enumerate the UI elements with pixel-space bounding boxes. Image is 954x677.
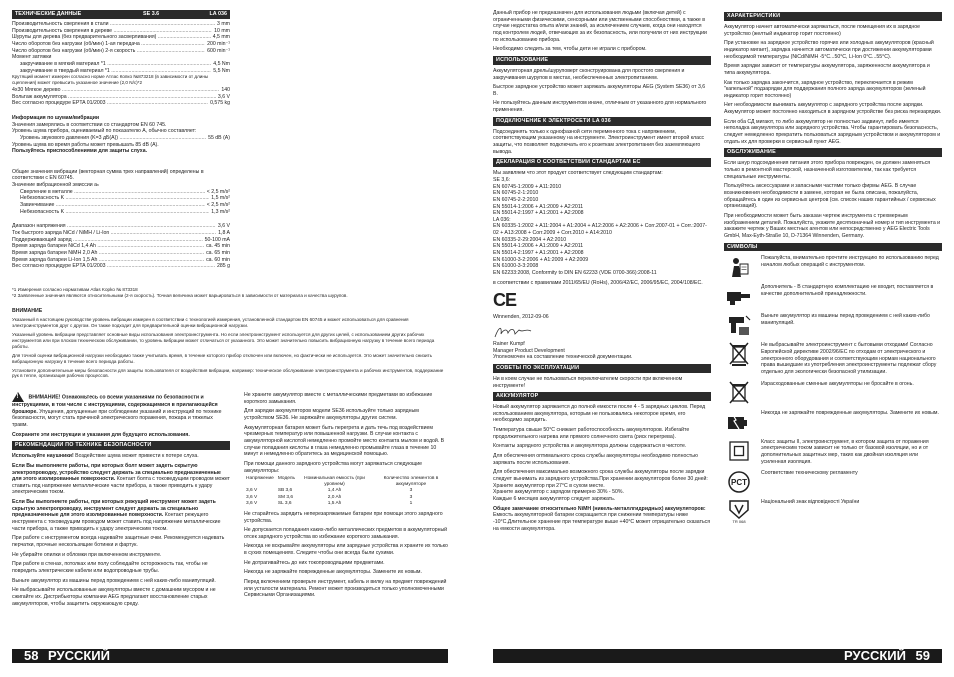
acc-p3: Контакты зарядного устройства и аккумулятора должны содержаться в чистоте. — [493, 443, 687, 450]
symbol-row — [724, 284, 942, 308]
acc-p1: Новый аккумулятор заряжается до полной емкости после 4 - 5 зарядных циклов. Перед использованием аккумулятора, которым не пользовались некоторое время, его необходимо зарядить. — [493, 404, 706, 424]
left-footnotes — [12, 287, 448, 382]
ec-standard-item: EN 55014-2:1997 + A1:2001 + A2:2008 — [493, 210, 584, 217]
table-cell: SM 3,6 — [277, 494, 294, 500]
safety-header: РЕКОМЕНДАЦИИ ПО ТЕХНИКЕ БЕЗОПАСНОСТИ — [12, 441, 230, 450]
ukraine-mark-icon — [724, 499, 754, 523]
safety-p8: Не выбрасывайте использованные аккумуляторы вместе с домашним мусором и не сжигайте их. Дистрибьюторы компании AEG предлагают восстановление старых аккумуляторов, чтобы защитить окружающую среду. — [12, 587, 216, 607]
ec-standard-item: EN 60745-2-1:2010 — [493, 190, 539, 197]
ec-standard-item: EN 55014-2:1997 + A1:2001 + A2:2008 — [493, 250, 584, 257]
symbol-text: Національний знак відповідності України — [761, 499, 860, 506]
symbol-row — [724, 439, 942, 466]
symbol-row — [724, 381, 942, 405]
ec-p2: в соответствии с правилами 2011/65/EU (RoHs), 2006/42/EC, 2006/95/EC, 2004/108/EC. — [493, 279, 703, 286]
table-cell: 3 — [409, 494, 413, 500]
symbol-row — [724, 342, 942, 375]
attention-title: ВНИМАНИЕ — [12, 307, 43, 314]
elec-p1: Подсоединять только к однофазной сети переменного тока с напряжением, соответствующим указанному на инструменте. Электроинструмент имеет второй класс защиты, что позволяет подключать его к розеткам электропитания без заземляющего вывода. — [493, 128, 705, 155]
right-column-2 — [724, 10, 942, 528]
mid-p3: Аккумуляторная батарея может быть перегрета и дать течь под воздействием чрезмерных температур или повышенной нагрузки. В случае контакта с аккумуляторной кислотой немедленно промойте место контакта мылом и водой. В случае попадания кислоты в глаза немедленно промывайте глаза в течение 10 минут и немедленно обратитесь за медицинской помощью. — [244, 424, 445, 458]
safety-p5: Не убирайте опилки и обломки при включенном инструменте. — [12, 551, 162, 558]
battery-table — [244, 476, 450, 507]
ec-header: ДЕКЛАРАЦИЯ О СООТВЕТСТВИИ СТАНДАРТАМ ЕС — [493, 158, 711, 167]
torque-label: Момент затяжки — [12, 54, 52, 61]
noise-text-3: Уровень шума во время работы может превышать 85 dB (A). — [12, 141, 159, 148]
spec-rows-2 — [12, 87, 230, 107]
vib-rows-item: Завинчивание ..... < 2,5 m/s² — [20, 202, 230, 209]
battery-bin-icon — [724, 381, 754, 405]
use-p1: Аккумуляторная дрель/шуруповерт сконструирована для простого сверления и закручивания шурупов в местах, необеспеченных электропитанием. — [493, 67, 685, 81]
noise-text-1: Значения замерялись в соответствии со стандартом EN 60 745. — [12, 121, 167, 128]
mid-p4: При помощи данного зарядного устройства могут заряжаться следующие аккумуляторы: — [244, 460, 423, 474]
attention-p3: Для точной оценки вибрационной нагрузки необходимо также учитывать время, в течение которого прибор отключен или включен, но фактически не используется. Это может значительно снизить вибрационную нагрузку в течение всего периода работы. — [12, 352, 433, 364]
torque-rows-item: закручивание в мягкий материал *1 ..... 4,5 Nm — [20, 61, 230, 68]
table-cell: SB 3,6 — [277, 488, 293, 494]
ec-standard-item: EN 55014-1:2006 + A1:2009 + A2:2011 — [493, 203, 584, 210]
left-footer — [12, 649, 448, 663]
ec-standards-list — [493, 177, 711, 277]
right-footer — [493, 649, 942, 663]
left-column-1 — [12, 10, 230, 274]
acc-p7: Храните аккумулятор с зарядом примерно 30% - 50%. — [493, 489, 624, 496]
charger-rows-item: Диапазон напряжения ..... 3,6 V — [12, 223, 230, 230]
ec-place: Winnenden, 2012-09-06 — [493, 314, 549, 321]
spec-rows2-item: 4x30 Мягкое дерево ..... 140 — [12, 87, 230, 94]
svg-text:TR 068: TR 068 — [732, 519, 746, 525]
class-ii-icon — [724, 439, 754, 463]
symbol-row — [724, 470, 942, 494]
vib-rows-item: Небезопасность K ..... 1,3 m/s² — [20, 209, 230, 216]
noise-row: Уровень звукового давления (K=3 дБ(A)) ..... 55 dB (A) — [12, 135, 230, 142]
table-cell: 3,6 V — [246, 488, 258, 494]
acc-p6: Храните аккумулятор при 27°C в сухом месте. — [493, 482, 605, 489]
remove-battery-icon — [724, 313, 754, 337]
accessory-icon — [724, 284, 754, 308]
attention-p1: Указанный в настоящем руководстве уровень вибрации измерен в соответствии с технологией измерения, установленной стандартом EN 60745 и может использоваться для сравнения электроинструментов друг с другом. Он также подходит для предварительной оценки вибрационной нагрузки. — [12, 317, 409, 329]
table-cell: SL 3,6 — [277, 500, 292, 506]
serv-p1: Если шнур подсоединения питания этого прибора поврежден, он должен заменяться только в ремонтной мастерской, назначенной изготовителем, так как требуется специальные инструменты. — [724, 160, 931, 180]
spec-rows2-item: Вольтаж аккумулятора ..... 3,6 V — [12, 94, 230, 101]
symbol-text: Соответствие техническому регламенту — [761, 470, 858, 477]
charger-rows-item: Время заряда батареи NiCd 1,4 Ah ..... ca. 45 min — [12, 243, 230, 250]
use-p3: Не пользуйтесь данным инструментом иначе, отличным от указанного для нормального применения. — [493, 100, 707, 114]
acc-p4: Для обеспечения оптимального срока службы аккумуляторы необходимо полностью заряжать после использования. — [493, 453, 698, 466]
charger-rows-item: Поддерживающий заряд ..... 50-100 mA — [12, 237, 230, 244]
noise-text-2: Уровень шума прибора, оцениваемый по показателю А, обычно составляет: — [12, 128, 197, 135]
symbol-text: Класс защиты II, электроинструмент, в котором защита от поражения электрическим током зависит не только от базовой изоляции, но и от дополнительных защитных мер, таких как двойная изоляция или усиленная изоляция. — [761, 438, 929, 465]
table-row — [244, 501, 450, 507]
serv-header: ОБСЛУЖИВАНИЕ — [724, 148, 942, 157]
ec-standard-item: LA 036: — [493, 216, 511, 223]
battery-table-header: Напряжение — [246, 476, 274, 482]
spec-rows-item: Число оборотов без нагрузки (об/мин) 2-я скорость ..... 600 min⁻¹ — [12, 48, 230, 55]
table-cell: 3,6 V — [246, 500, 258, 506]
left-column-1-bottom: ! ВНИМАНИЕ! Ознакомьтесь со всеми указаниями по безопасности и инструкциями, в том числе с инструкциями, содержащимися в прилагающейся брошюре. Упущения, допущенные при соблюдении указаний и инструкций по технике безопасности, могут стать причиной электрического поражения, пожара и тяжелых травм. Сохраните эти инструкции и указания для будущего использования. РЕКОМЕНДАЦИИ ПО ТЕХНИКЕ БЕЗОПАСНОСТИ Используйте наушники! Воздействие шума может привести к потере слуха. Если Вы выполняете работы, при которых болт может задеть скрытую электропроводку, устройство следует держать за специально предназначенные для этого изолированные поверхности. Контакт болта с токоведущим проводом может ставить под напряжение металлические части прибора, а также приводить к удару электрическим током. Если Вы выполняете работы, при которых режущий инструмент может задеть скрытую электропроводку, инструмент следует держать за специально предназначенные для этого изолированные поверхности. Контакт режущего инструмента с токоведущим проводом может ставить под напряжение металлические части прибора, а также приводить к удару электрическим током. При работе с инструментом всегда надевайте защитные очки. Рекомендуется надевать перчатки, прочные нескользящие ботинки и фартук. Не убирайте опилки и обломки при включенном инструменте. При работе в стенах, потолках или полу соблюдайте осторожность так, чтобы не повредить электрические кабели или водопроводные трубы. Выньте аккумулятор из машины перед проведением с ней каких-либо манипуляций. Не выбрасывайте использованные аккумуляторы вместе с домашним мусором и не сжигайте их. Дистрибьюторы компании AEG предлагают восстановление старых аккумуляторов, чтобы защитить окружающую среду. — [12, 392, 230, 610]
attention-p2: Указанный уровень вибрации представляет основные виды использования электроинструмента. Но если электроинструмент используется для других целей, с использованием других рабочих инструментов или при плохом техническом обслуживании, то уровень вибрации может отличаться от указанного. Это может значительно повысить вибрационную нагрузку в течение всего периода работы. — [12, 332, 435, 349]
symbol-text: Пожалуйста, внимательно прочтите инструкцию по использованию перед началом любых операций с инструментом. — [761, 255, 939, 269]
mid-p8: Не дотрагивайтесь до них токопроводящими предметами. — [244, 559, 385, 566]
manual-reading-icon — [724, 255, 754, 279]
use-p2: Быстрое зарядное устройство может заряжать аккумуляторы AEG (System SE36) от 3,6 В. — [493, 84, 706, 97]
spec-rows-item: Производительность сверления в дереве ..... 10 mm — [12, 28, 230, 35]
tips-header: СОВЕТЫ ПО ЭКСПЛУАТАЦИИ — [493, 364, 711, 373]
svg-text:PCT: PCT — [731, 478, 747, 488]
symbol-text: Никогда не заряжайте поврежденные аккумуляторы. Замените их новым. — [761, 409, 939, 416]
use-header: ИСПОЛЬЗОВАНИЕ — [493, 56, 711, 65]
vib-rows — [12, 189, 230, 216]
safety-p7: Выньте аккумулятор из машины перед проведением с ней каких-либо манипуляций. — [12, 577, 216, 584]
ce-mark-icon: CE — [493, 290, 517, 311]
footnote-1: *1 Измерения согласно нормативам Atlas Kopko № 873318 — [12, 287, 138, 292]
warning-block: ! ВНИМАНИЕ! Ознакомьтесь со всеми указаниями по безопасности и инструкциями, в том числе с инструкциями, содержащимися в прилагающейся брошюре. Упущения, допущенные при соблюдении указаний и инструкций по технике безопасности, могут стать причиной электрического поражения, пожара и тяжелых травм. — [12, 392, 230, 429]
safety-p6: При работе в стенах, потолках или полу соблюдайте осторожность так, чтобы не повредить электрические кабели или водопроводные трубы. — [12, 561, 208, 575]
charger-rows — [12, 223, 230, 270]
table-cell: 3,6 V — [246, 494, 258, 500]
right-footer-label: РУССКИЙ — [844, 648, 906, 663]
acc-header: АККУМУЛЯТОР — [493, 392, 711, 401]
ec-standard-item: EN 60745-2-2:2010 — [493, 196, 539, 203]
charger-rows-item: Вес согласно процедуре EPTA 01/2003 ..... 285 g — [12, 263, 230, 270]
table-cell: 3 — [409, 488, 413, 494]
tips-p1: Ни в коем случае не пользоваться переключателем скорости при включенном инструменте! — [493, 375, 683, 389]
intro-text: Данный прибор не предназначен для использования людьми (включая детей) с ограниченными физическими, сенсорными или умственными способностями, а также в случае недостатка опыта и/или знаний, за исключением случаев, когда они находятся под контролем людей, отвечающих за их безопасность, или получили от них инструкции по использованию прибора. — [493, 10, 707, 43]
table-cell: 1,4 Ah — [327, 488, 342, 494]
mid-p2: Для зарядки аккумуляторов модели SE36 используйте только зарядным устройством SE36. Не заряжайте аккумуляторы других систем. — [244, 408, 419, 421]
serv-p2: Пользуйтесь аксессуарами и запасными частями только фирмы AEG. В случае возникновения необходимости в замене, которая не была описана, пожалуйста, обращайтесь в один из сервисных центров (см. список наших гарантийных / сервисных организаций). — [724, 183, 936, 210]
vib-text-1: Общие значения вибрации (векторная сумма трех направлений) определены в соответствии с EN 60745. — [12, 168, 204, 182]
serv-p3: При необходимости может быть заказан чертеж инструмента с трехмерным изображением деталей. Пожалуйста, укажите десятизначный номер и тип инструмента и закажите чертеж у Ваших местных агентов или непосредственно у AEG Electric Tools GmbH, Max-Eyth-Straße 10, D-71364 Winnenden, Germany. — [724, 212, 941, 239]
signer-title: Manager Product Development — [493, 347, 565, 354]
vib-text-2: Значение вибрационной эмиссии aₕ — [12, 182, 100, 189]
ec-standard-item: EN 55014-1:2006 + A1:2009 + A2:2011 — [493, 243, 584, 250]
ec-standard-item: EN 60745-1:2009 + A11:2010 — [493, 183, 562, 190]
table-cell: 1 — [409, 500, 413, 506]
torque-note: Крутящий момент измерен согласно норме Атлас Копко №873218 (в зависимости от длины сцепления) может превысить указанное значение (2,0 N/с)*2 — [12, 74, 209, 86]
charger-rows-item: Время заряда батареи Li-Ion 1,5 Ah ..... ca. 60 min — [12, 257, 230, 264]
footnote-2: *2 Заявленные значения являются относительными (2-я скорость). Точная величина может варьироваться в зависимости от материала и качества шурупов. — [12, 292, 348, 298]
ec-standard-item: SE 3,6: — [493, 176, 511, 183]
char-p3: Время зарядки зависит от температуры аккумулятора, заряженности аккумулятора и типа аккумулятора. — [724, 63, 930, 76]
safety-p4: При работе с инструментом всегда надевайте защитные очки. Рекомендуется надевать перчатки, прочные нескользящие ботинки и фартук. — [12, 535, 225, 549]
gost-icon — [724, 470, 754, 494]
spec-rows-item: Число оборотов без нагрузки (об/мин) 1-ая передача ..... 200 min⁻¹ — [12, 41, 230, 48]
left-footer-label: РУССКИЙ — [48, 648, 110, 663]
char-p5: Нет необходимости вынимать аккумулятор с зарядного устройства после зарядки. Аккумулятор может постоянно находиться в зарядном устройстве без риска перезарядки. — [724, 102, 942, 116]
weee-bin-icon — [724, 342, 754, 366]
ec-standard-item: EN 60335-2-29:2004 + A2:2010 — [493, 236, 567, 243]
charger-rows-item: Время заряда батареи NiMH 2,0 Ah ..... ca. 65 min — [12, 250, 230, 257]
spec-rows-item: Производительность сверления в стали ..... 3 mm — [12, 21, 230, 28]
intro-text-2: Необходимо следить за тем, чтобы дети не играли с прибором. — [493, 46, 647, 53]
mid-p1: Не храните аккумулятор вместе с металлическими предметами во избежание короткого замыкания. — [244, 392, 433, 405]
torque-rows — [12, 61, 230, 74]
spec-header: ТЕХНИЧЕСКИЕ ДАННЫЕ SE 3.6 LA 036 — [12, 10, 230, 19]
warning-icon — [12, 392, 24, 402]
spec-rows — [12, 21, 230, 54]
mid-p10: Перед включением проверьте инструмент, кабель и вилку на предмет повреждений или усталости материала. Ремонт может производиться только уполномоченными Сервисными Организациями. — [244, 579, 447, 599]
symbols-list — [724, 255, 942, 523]
elec-header: ПОДКЛЮЧЕНИЕ К ЭЛЕКТРОСЕТИ LA 036 — [493, 117, 711, 126]
mid-p9: Никогда не заряжайте поврежденные аккумуляторы. Замените их новым. — [244, 569, 422, 576]
symbol-text: Дополнитель - В стандартную комплектацию не входит, поставляется в качестве дополнительной принадлежности. — [761, 284, 934, 298]
warning-keep: Сохраните эти инструкции и указания для будущего использования. — [12, 431, 190, 438]
symbol-text: Израсходованные сменные аккумуляторы не бросайте в огонь. — [761, 380, 914, 387]
spec-rows-item: Шурупы для дерева (без предварительного засверливания) ..... 4,5 mm — [12, 34, 230, 41]
char-header: ХАРАКТЕРИСТИКИ — [724, 12, 942, 21]
vib-rows-item: Небезопасность K ..... 1,5 m/s² — [20, 195, 230, 202]
acc-p9-bold: Общее замечание относительно NiMH (никель-металлгидридных) аккумуляторов: — [493, 505, 706, 512]
ec-standard-item: EN 62233:2008, Conformity to DIN EN 62233 (VDE 0700-366):2008-11 — [493, 270, 657, 277]
right-column-1 — [493, 10, 711, 535]
symbol-row — [724, 255, 942, 279]
mid-p5: Не старайтесь зарядить неперезаряжаемые батареи при помощи этого зарядного устройства. — [244, 510, 443, 524]
signer-name: Rainer Kumpf — [493, 341, 525, 348]
attention-p4: Установите дополнительные меры безопасности для защиты пользователя от воздействия вибрации, например: техническое обслуживание электроинструмента и рабочих инструментов, поддержание рук в тепле, организация рабочих процессов. — [12, 367, 444, 379]
sym-header: СИМВОЛЫ — [724, 243, 942, 252]
vib-rows-item: Сверление в металле ..... < 2,5 m/s² — [20, 189, 230, 196]
table-cell: 1,5 Ah — [327, 500, 342, 506]
right-page-number: 59 — [915, 648, 930, 663]
char-p6: Если оба СД мигают, то либо аккумулятор не полностью задвинут, либо имеется неполадка аккумулятора или зарядного устройства. Чтобы гарантировать безопасность, следует немедленно прекратить пользоваться зарядным устройством и аккумулятором и отдать их для проверки в сервисный пункт AEG. — [724, 118, 941, 145]
table-cell: 2,0 Ah — [327, 494, 342, 500]
char-p1: Аккумулятор начнет автоматически заряжаться, после помещения их в зарядное устройство (желтый индикатор горит постоянно) — [724, 23, 921, 37]
signer-note: Уполномочен на составление технической документации. — [493, 354, 633, 361]
left-page-number: 58 — [24, 648, 39, 663]
mid-p7: Никогда не вскрывайте аккумуляторы или зарядные устройства и храните их только в сухих помещениях. Следите чтобы они всегда были сухими. — [244, 543, 448, 557]
symbol-text: Выньте аккумулятор из машины перед проведением с ней каких-либо манипуляций. — [761, 313, 930, 327]
symbol-text: Не выбрасывайте электроинструмент с бытовыми отходами! Согласно Европейской директиве 2002/96/ЕС по отходам от электрического и электронного оборудования и соответствующим нормам национального права вышедшие из употребления электроинструменты подлежат сбору отдельно для экологически безопасной утилизации. — [761, 342, 937, 376]
acc-p2: Температура свыше 50°C снижает работоспособность аккумуляторов. Избегайте продолжительного нагрева или прямого солнечного света (риск перегрева). — [493, 427, 690, 440]
symbol-row — [724, 499, 942, 523]
battery-table-header: Номинальная емкость (при уровнем) — [304, 476, 365, 488]
acc-p5: Для обеспечения максимально возможного срока службы аккумуляторы после зарядки следует вынимать из зарядного устройства.При хранении аккумуляторов более 30 дней: — [493, 469, 708, 483]
battery-table-header: Модель — [277, 476, 296, 482]
torque-rows-item: закручивание в твердый материал *1 ..... 5,5 Nm — [20, 68, 230, 75]
ec-standard-item: EN 61000-3-3:2008 — [493, 263, 539, 270]
signature-icon — [493, 324, 533, 340]
char-p4: Как только зарядка закончится, зарядное устройство, переключается в режим "капельной" подзарядки для поддержания полного заряда аккумуляторов (зеленый индикатор горит постоянно) — [724, 79, 926, 99]
ec-p1: Мы заявляем что этот продукт соответствует следующим стандартам: — [493, 170, 663, 177]
acc-p9: Емкость аккумуляторной батареи сокращается при снижении температуры ниже -10°С.Длительное хранение при температуре выше +40°С может отрицательно сказаться на емкости аккумулятора. — [493, 512, 711, 532]
symbol-row — [724, 410, 942, 434]
noise-bold: Пользуйтесь приспособлениями для защиты слуха. — [12, 148, 148, 155]
noise-title: Информация по шумам/вибрации — [12, 114, 100, 121]
acc-p8: Каждые 6 месяцев аккумулятор следует заряжать. — [493, 496, 616, 503]
char-p2: При установке на зарядное устройство горячих или холодных аккумуляторов (красный индикатор мигает), зарядка начнется автоматически при достижении аккумуляторами необходимой температуры (NiCd/NiMH -5°C...50°C, Li-Ion 0°C...55°C). — [724, 40, 934, 60]
damaged-battery-icon — [724, 410, 754, 434]
ec-standard-item: EN 61000-3-2:2006 + A1:2009 + A2:2009 — [493, 256, 589, 263]
charger-rows-item: Ток быстрого заряда NiCd / NiMH / Li-Ion ..... 1,8 A — [12, 230, 230, 237]
battery-table-header: Количество элементов в аккумуляторе — [383, 476, 439, 488]
spec-rows2-item: Вес согласно процедуре EPTA 01/2003 ..... 0,575 kg — [12, 100, 230, 107]
mid-p6: Не допускается попадания каких-либо металлических предметов в аккумуляторный отсек зарядного устройства во избежание короткого замыкания. — [244, 527, 448, 540]
ec-standard-item: EN 60335-1:2002 + A11:2004 + A1:2004 + A12:2006 + A2:2006 + Corr.2007-01 + Corr.:2007-02 + A13:2008 + Corr.2009 + Corr.2010 + A14:2010 — [493, 223, 707, 237]
left-column-2-bottom — [244, 392, 450, 602]
symbol-row — [724, 313, 942, 337]
